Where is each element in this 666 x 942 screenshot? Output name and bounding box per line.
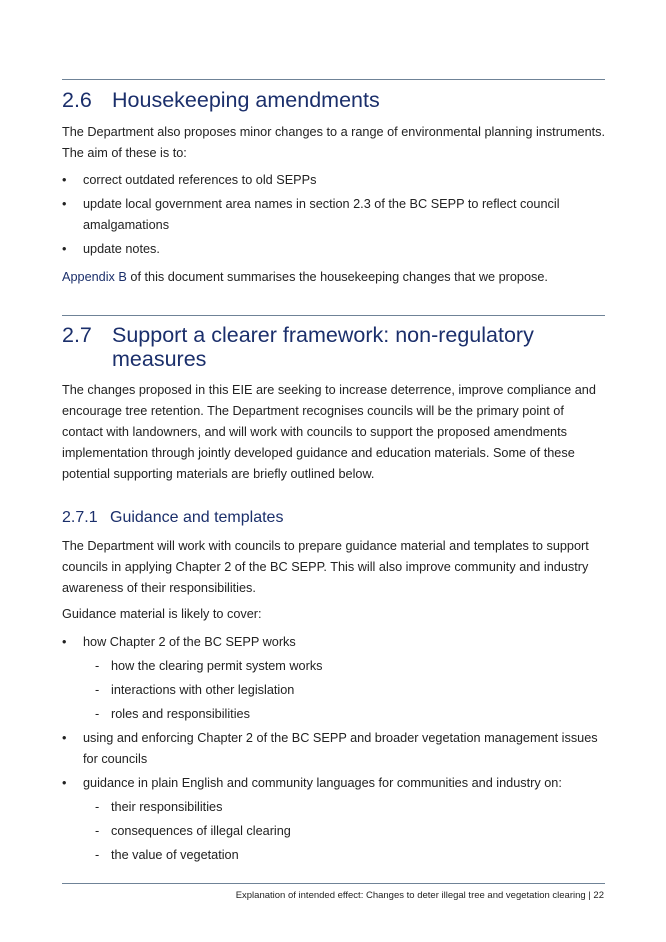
appendix-link[interactable]: Appendix B: [62, 270, 127, 284]
bullet-list: [62, 728, 607, 797]
list-item: • correct outdated references to old SEPPs: [62, 173, 317, 187]
list-item: • how Chapter 2 of the BC SEPP works: [62, 635, 296, 649]
heading-number: 2.7: [62, 323, 92, 347]
sub-list-item: - interactions with other legislation: [95, 683, 295, 697]
sub-list-item: - roles and responsibilities: [95, 707, 250, 721]
sub-list: [95, 656, 595, 728]
heading-title: Housekeeping amendments: [112, 88, 380, 112]
sub-list-item: - the value of vegetation: [95, 848, 239, 862]
heading-number: 2.6: [62, 88, 92, 112]
heading-2-7-1: [62, 508, 283, 528]
sub-list-item: - consequences of illegal clearing: [95, 824, 291, 838]
bullet-list: [62, 170, 607, 263]
sub-list-item: - how the clearing permit system works: [95, 659, 323, 673]
heading-title: Support a clearer framework: non-regulatory measures: [112, 323, 534, 371]
sub-list: [95, 797, 595, 869]
section-divider: [62, 79, 605, 80]
paragraph-appendix: Appendix B of this document summarises the housekeeping changes that we propose.: [62, 270, 548, 284]
list-item: • guidance in plain English and community languages for communities and industry on:: [62, 776, 562, 790]
heading-2-6: [62, 88, 605, 112]
heading-title: Guidance and templates: [110, 509, 284, 526]
heading-number: 2.7.1: [62, 509, 98, 526]
list-item: • update local government area names in section 2.3 of the BC SEPP to reflect council amalgamations: [62, 197, 560, 232]
paragraph-guidance: The Department will work with councils to prepare guidance material and templates to support councils in applying Chapter 2 of the BC SEPP. This will also improve community and industry awareness of their responsibilities.: [62, 539, 589, 595]
section-divider: [62, 315, 605, 316]
paragraph-framework: The changes proposed in this EIE are seeking to increase deterrence, improve compliance and encourage tree retention. The Department recognises councils will be the primary point of contact with landowners, and will work with councils to support the proposed amendments implementation through jointly developed guidance and education materials. Some of these potential supporting materials are briefly outlined below.: [62, 383, 596, 481]
paragraph-intro: The Department also proposes minor changes to a range of environmental planning instruments. The aim of these is to:: [62, 125, 606, 160]
list-item: • using and enforcing Chapter 2 of the BC SEPP and broader vegetation management issues for councils: [62, 731, 598, 766]
paragraph-lead: Guidance material is likely to cover:: [62, 607, 262, 621]
list-item: • update notes.: [62, 242, 160, 256]
footer-text: Explanation of intended effect: Changes to deter illegal tree and vegetation clearing: [235, 890, 586, 901]
heading-2-7: [62, 323, 605, 371]
footer-divider: [62, 883, 605, 884]
sub-list-item: - their responsibilities: [95, 800, 223, 814]
page-footer: Explanation of intended effect: Changes to deter illegal tree and vegetation clearing | 22: [235, 890, 604, 901]
page-number: 22: [593, 890, 604, 901]
bullet-list: [62, 632, 607, 656]
